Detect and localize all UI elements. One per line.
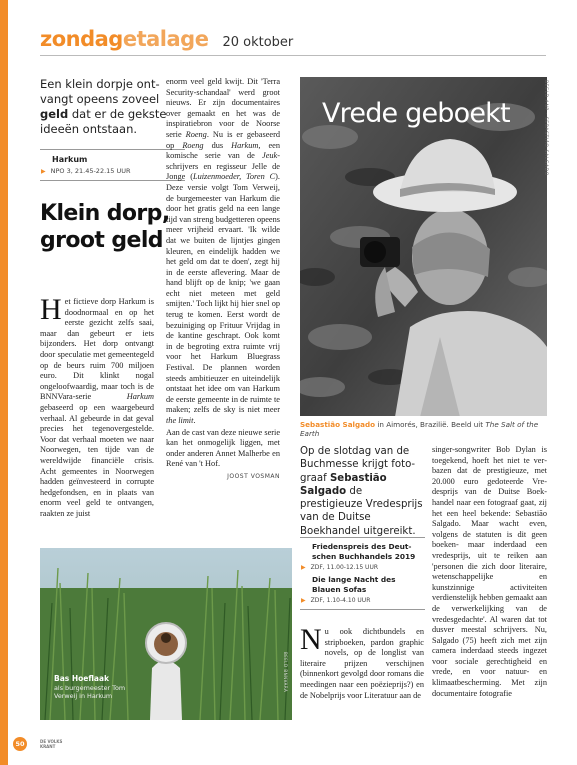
article2-lead: Op de slotdag van de Buchmesse krijgt fotograaf Sebastião Salgado de prestigieuze Vredesprijs van de Duitse Boekhandel uitgereikt.: [300, 446, 423, 537]
triangle-icon: ▶: [41, 167, 46, 175]
masthead-rule: [40, 55, 546, 56]
program-meta: ▶ NPO 3, 21.45-22.15 UUR: [41, 167, 131, 175]
program-title: Friedenspreis des Deutschen Buchhandels 2019: [312, 542, 416, 561]
photo-credit: BEELD BNNVARA: [283, 652, 288, 693]
article1-column-2: enorm veel geld kwijt. Dit 'Terra Security-schandaal' werd groot nieuws. Er zijn documentaires over gemaakt en het was de inspiratiebron voor de Noorse serie Roeng. Nu is er gebaseerd op Roeng dus Harkum, een komische serie van de Jeuk-schrijvers en regisseur Jelle de Jonge (Luizenmoeder, Toren C). Deze versie volgt Tom Verweij, de burgemeester van Harkum die door het gratis geld na een lange tijd van streng budgetteren opeens meer vrijheid ervaart. 'Ik wilde dat we buiten de lijntjes gingen kleuren, en eindelijk hadden we het geld om dat te doen', zegt hij in de eerste aflevering. Maar de hand blijft op de knip; 'we gaan echt niet meteen met geld smijten.' Toch lijkt hij hier snel op terug te komen. Eerst wordt de bezuiniging op Frituur Vrijdag in de kantine geschrapt. Ook komt in de begroting extra ruimte vrij voor het Harkum Bluegrass Festival. De plannen worden steeds ambitieuzer en uiteindelijk ontstaat het idee om van Harkum de eerste gemeente in de ruimte te maken; zelfs de sky is niet meer the limit. Aan de cast van deze nieuwe serie kan het onmogelijk liggen, met onder anderen Annet Malherbe en René van 't Hof. JOOST VOSMAN: [166, 77, 280, 483]
drop-cap: N: [300, 623, 322, 656]
article2-column-1: Nu ook dichtbundels en stripboeken, pardon graphic novels, op de longlist van literaire prijzen verschijnen (binnenkort gevolgd door romans die meedingen naar een poëzieprijs?) en de Nobelprijs voor Literatuur aan de: [300, 623, 424, 700]
intro-text: Een klein dorpje ontvangt opeens zoveel geld dat er de gekste ideeën ontstaan.: [40, 77, 167, 136]
program-box-harkum: [40, 149, 185, 181]
drop-cap: H: [40, 293, 62, 326]
program-meta: ▶ ZDF, 1.10-4.10 UUR: [301, 597, 371, 604]
photo-description: als burgemeester Tom Verweij in Harkum: [54, 684, 126, 700]
program-title: Die lange Nacht des Blauen Sofas: [312, 575, 396, 594]
byline: JOOST VOSMAN: [227, 472, 280, 480]
photo-name: Bas Hoeflaak: [54, 674, 110, 683]
photo-title: Vrede geboekt: [322, 98, 510, 129]
newspaper-logo: DE VOLKS KRANT: [40, 739, 63, 749]
program-box-buchmesse: [300, 537, 425, 610]
masthead-etalage: etalage: [122, 27, 209, 51]
page-edge-bar: [0, 0, 8, 765]
triangle-icon: ▶: [301, 564, 306, 571]
program-meta: ▶ ZDF, 11.00-12.15 UUR: [301, 564, 378, 571]
article2-column-2: singer-songwriter Bob Dylan is toegekend, hoeft het niet te verbazen dat de prestigieuze, met 20.000 euro gedoteerde Vredesprijs van de Duitse Boekhandel naar een fotograaf gaat, zij het een heel bekende: Sebastião Salgado. Maar wacht even, volgens de statuten is dit geen boeken- maar inderdaad een vredesprijs, uit te reiken aan 'personen die zich door literaire, wetenschappelijke en kunstzinnige activiteiten verdienstelijk hebben gemaakt aan de verwerkelijking van de vredesgedachte'. Al waren dat tot dusver meestal schrijvers. Nu, Salgado (75) heeft zich met zijn camera inderdaad steeds ingezet voor sociale gerechtigheid en vrede, en voor natuur- en klimaatbescherming. Met zijn documentaire fotografie: [432, 445, 547, 698]
article1-column-1: Het fictieve dorp Harkum is doodnormaal en op het eerste gezicht zelfs saai, maar dan gebeurt er iets bijzonders. Het dorp ontvangt door speculatie met gemeentegeld op de beurs ruim 700 miljoen euro. Dit klinkt nogal ongeloofwaardig, maar toch is de BNNVara-serie Harkum gebaseerd op een waargebeurd verhaal. Al gebeurde in dat geval precies het tegenovergestelde. Voor dat verhaal moeten we naar Noorwegen, ten tijde van de wereldwijde financiële crisis. Acht gemeentes in Noorwegen hadden geïnvesteerd in corrupte hedgefondsen, en in plaats van enorm veel geld te ontvangen, raakten ze juist: [40, 293, 154, 518]
masthead-zondag: zondag: [40, 27, 123, 51]
masthead: [40, 27, 293, 53]
masthead-date: 20 oktober: [222, 35, 294, 50]
article-headline: Klein dorp, groot geld: [40, 201, 170, 253]
program-title: Harkum: [52, 155, 88, 164]
photo-caption: Sebastião Salgado in Aimorés, Brazilië. Beeld uit The Salt of the Earth: [300, 420, 539, 438]
page-number: 50: [13, 737, 27, 751]
photo-credit: BEELD ANP · SEBASTIÃO SALGADO: [543, 80, 548, 176]
triangle-icon: ▶: [301, 597, 306, 604]
